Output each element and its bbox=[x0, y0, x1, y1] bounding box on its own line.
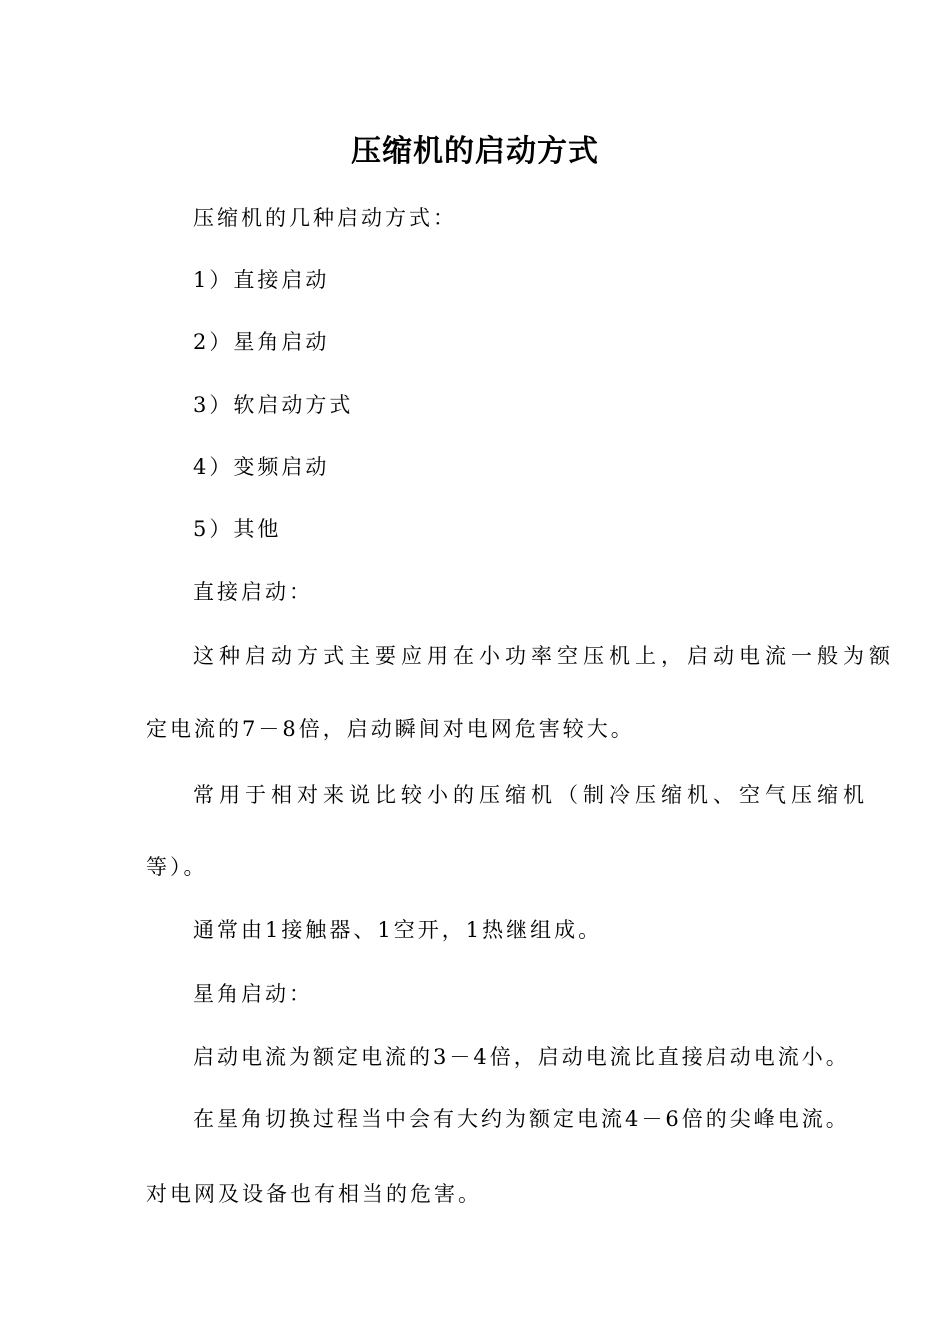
paragraph-text: 常用于相对来说比较小的压缩机（制冷压缩机、空气压缩机 bbox=[193, 783, 869, 807]
section-heading-star-delta-start: 星角启动： bbox=[193, 982, 313, 1006]
list-item-vfd-start: 4）变频启动 bbox=[193, 455, 330, 479]
paragraph-text: 等）。 bbox=[146, 855, 208, 879]
intro-text: 压缩机的几种启动方式： bbox=[193, 206, 457, 230]
paragraph-text: 通常由1接触器、1空开，1热继组成。 bbox=[193, 918, 603, 942]
list-item-other: 5）其他 bbox=[193, 517, 282, 541]
list-item-direct-start: 1）直接启动 bbox=[193, 268, 330, 292]
paragraph-text: 在星角切换过程当中会有大约为额定电流4－6倍的尖峰电流。 bbox=[193, 1107, 850, 1131]
page-title: 压缩机的启动方式 bbox=[351, 134, 599, 169]
paragraph-text: 这种启动方式主要应用在小功率空压机上，启动电流一般为额 bbox=[193, 644, 895, 668]
paragraph-text: 对电网及设备也有相当的危害。 bbox=[146, 1182, 482, 1206]
section-heading-direct-start: 直接启动： bbox=[193, 580, 313, 604]
paragraph-text: 启动电流为额定电流的3－4倍，启动电流比直接启动电流小。 bbox=[193, 1045, 850, 1069]
paragraph-text: 定电流的7－8倍，启动瞬间对电网危害较大。 bbox=[146, 717, 635, 741]
list-item-star-delta-start: 2）星角启动 bbox=[193, 330, 330, 354]
list-item-soft-start: 3）软启动方式 bbox=[193, 393, 354, 417]
